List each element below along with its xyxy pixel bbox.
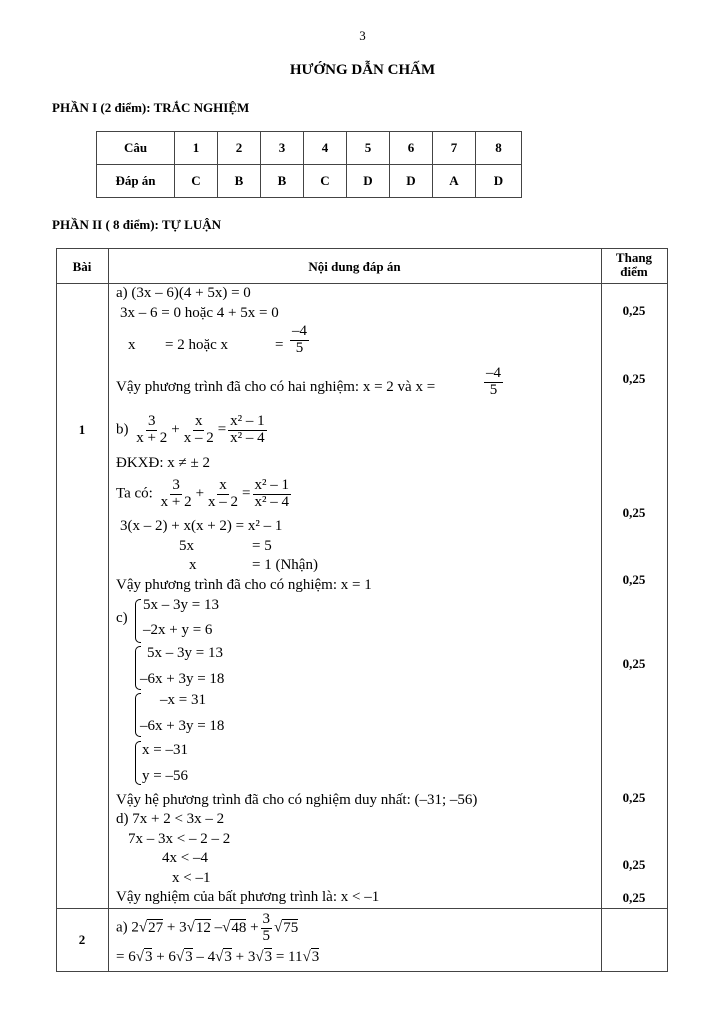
solution-line: –2x + y = 6 [143,622,213,638]
divider [56,908,667,909]
solution-line: x < –1 [172,870,211,886]
solution-line: Vậy nghiệm của bất phương trình là: x < –1 [116,889,380,905]
table-cell: B [261,165,304,198]
solution-line: a) (3x – 6)(4 + 5x) = 0 [116,285,251,301]
fraction [288,324,311,357]
denominator: 5 [262,927,271,944]
solution-line: 5x – 3y = 13 [143,597,219,613]
denominator: x – 2 [183,429,214,446]
solution-line: d) 7x + 2 < 3x – 2 [116,811,225,827]
expr-part: + [250,919,259,936]
solution-line: = 2 hoặc x [165,337,229,353]
solution-line: Vậy phương trình đã cho có nghiệm: x = 1 [116,577,372,593]
label: c) [116,610,128,626]
fraction [482,366,505,399]
col-content-header: Nội dung đáp án [308,259,401,274]
equation-line [116,414,269,447]
solution-line: 5x [179,538,194,554]
solution-line: y = –56 [142,768,188,784]
part2-heading: PHẦN II ( 8 điểm): TỰ LUẬN [52,217,221,232]
score: 0,25 [622,790,646,805]
solution-line: x [189,557,197,573]
score: 0,25 [622,303,646,318]
denominator: 5 [295,339,304,356]
solution-line: x [128,337,136,353]
score: 0,25 [622,371,646,386]
table-cell: A [433,165,476,198]
table-cell: C [175,165,218,198]
denominator: x² – 4 [230,429,265,446]
expr-part: – [214,919,223,936]
divider [108,248,109,971]
table-cell: 8 [476,132,522,165]
score: 0,25 [622,572,646,587]
table-cell: 7 [433,132,476,165]
part1-heading: PHẦN I (2 điểm): TRẮC NGHIỆM [52,100,250,115]
solution-line: 5x – 3y = 13 [147,645,223,661]
solution-line: x = –31 [142,742,188,758]
sqrt-icon: √ [215,949,224,965]
table-cell: D [390,165,433,198]
table-cell: 1 [175,132,218,165]
solution-line: 7x – 3x < – 2 – 2 [128,831,231,847]
numerator: 3 [172,477,180,493]
col-bai-header: Bài [72,259,92,274]
solution-line: 4x < –4 [162,850,208,866]
question-label: Câu [97,132,175,165]
sqrt-icon: √ [135,949,144,965]
table-row [97,165,522,198]
radicand: 48 [231,919,247,936]
numerator: –4 [486,365,501,381]
page-title: HƯỚNG DẪN CHẤM [289,62,436,78]
solution-line: Vậy hệ phương trình đã cho có nghiệm duy nhất: (–31; –56) [116,792,478,808]
table-cell: 4 [304,132,347,165]
score: 0,25 [622,890,646,905]
sqrt-icon: √ [138,919,148,936]
bai-number: 2 [78,932,86,947]
solution-line: –6x + 3y = 18 [140,718,225,734]
operator: = [242,485,251,502]
denominator: 5 [489,381,498,398]
radicand: 12 [195,919,211,936]
sqrt-icon: √ [175,949,185,965]
page-number: 3 [359,28,366,43]
radicand: 3 [311,949,320,965]
solution-line: ĐKXĐ: x ≠ ± 2 [116,455,210,471]
solution-line: 3(x – 2) + x(x + 2) = x² – 1 [120,518,283,534]
radicand: 27 [148,919,164,936]
answer-table [96,131,522,198]
brace-icon [135,741,141,785]
expr-part: = 11 [275,949,303,965]
table-cell: 3 [261,132,304,165]
solution-line: = 5 [252,538,272,554]
table-cell: 6 [390,132,433,165]
brace-icon [135,599,141,643]
numerator: x² – 1 [254,477,290,493]
bai-number: 1 [78,422,86,437]
table-cell: C [304,165,347,198]
table-cell: 5 [347,132,390,165]
score: 0,25 [622,656,646,671]
table-cell: D [347,165,390,198]
expr-part: – 4 [196,949,216,965]
score-header-line: Thang [615,250,653,265]
radicand: 3 [224,949,232,965]
sqrt-icon: √ [222,919,231,936]
sqrt-icon: √ [186,919,195,936]
equation-line [116,478,293,511]
table-row [97,132,522,165]
operator: + [195,485,205,502]
sqrt-icon: √ [255,949,264,965]
operator: = [217,421,227,438]
expr-part: + 6 [156,949,176,965]
label: Ta có: [116,485,153,502]
radicand: 3 [264,949,273,965]
numerator: x [194,413,203,429]
score: 0,25 [622,505,646,520]
expr-part: = 6 [116,949,136,965]
numerator: 3 [262,911,271,927]
divider [56,283,667,284]
radicand: 3 [185,949,193,965]
expr-part: + 3 [235,949,256,965]
answer-label: Đáp án [97,165,175,198]
solution-line: Vậy phương trình đã cho có hai nghiệm: x = 2 và x = [116,379,436,395]
solution-line: = 1 (Nhận) [252,557,318,573]
table-cell: B [218,165,261,198]
radicand: 3 [144,949,153,965]
score: 0,25 [622,857,646,872]
solution-line: 3x – 6 = 0 hoặc 4 + 5x = 0 [120,305,279,321]
numerator: 3 [147,413,156,429]
col-score-header [601,251,667,279]
expr-part: + 3 [166,919,187,936]
solution-line: –6x + 3y = 18 [140,671,225,687]
equation-line [116,949,319,966]
operator: + [171,421,180,438]
denominator: x + 2 [160,493,192,510]
denominator: x – 2 [208,493,239,510]
radicand: 75 [283,919,299,936]
equation-line [116,912,298,945]
table-cell: D [476,165,522,198]
label: b) [116,421,129,438]
numerator: x [219,477,227,493]
numerator: x² – 1 [230,413,265,429]
denominator: x + 2 [136,429,168,446]
expr-part: a) 2 [116,919,139,936]
sqrt-icon: √ [302,949,311,965]
table-cell: 2 [218,132,261,165]
solution-line: = [275,337,284,353]
sqrt-icon: √ [274,919,283,936]
denominator: x² – 4 [254,493,290,510]
solution-line: –x = 31 [160,692,206,708]
score-header-line: điểm [620,264,648,279]
numerator: –4 [292,323,307,339]
